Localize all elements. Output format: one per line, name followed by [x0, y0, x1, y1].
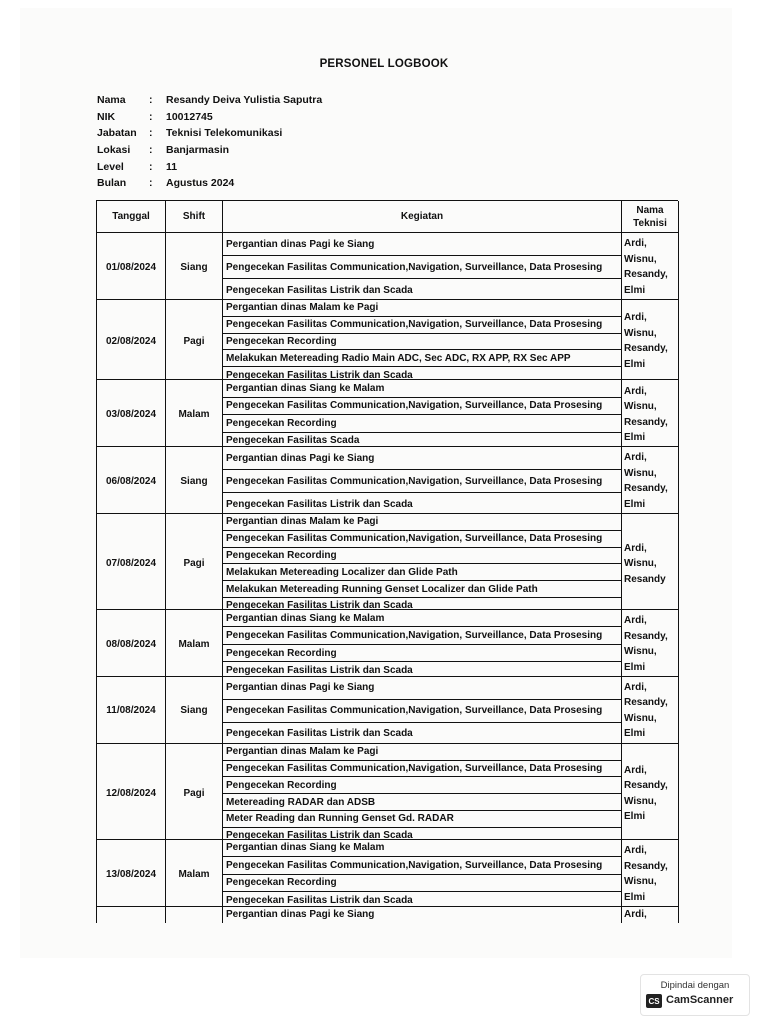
activity-item: Pengecekan Fasilitas Communication,Navigation, Surveillance, Data Prosesing — [223, 470, 621, 493]
table-row — [96, 380, 678, 447]
watermark-caption: Dipindai dengan — [660, 980, 730, 991]
table-row — [96, 610, 678, 677]
header-activity: Kegiatan — [223, 201, 622, 233]
activity-list — [223, 840, 622, 909]
activity-item: Pengecekan Fasilitas Communication,Navigation, Surveillance, Data Prosesing — [223, 531, 621, 548]
activity-item: Melakukan Metereading Running Genset Localizer dan Glide Path — [223, 581, 621, 598]
activity-item: Pengecekan Fasilitas Scada — [226, 435, 360, 447]
info-row — [97, 92, 322, 109]
info-value: 10012745 — [166, 110, 213, 123]
technician-name: Resandy, — [624, 483, 668, 494]
technician-cell — [622, 610, 679, 679]
activity-item: Pergantian dinas Pagi ke Siang — [223, 447, 621, 470]
technician-name: Wisnu, — [624, 795, 657, 807]
table-row — [96, 840, 678, 907]
info-label: Lokasi — [97, 144, 131, 157]
activity-list — [223, 677, 622, 745]
personnel-info — [97, 92, 322, 192]
activity-item: Pergantian dinas Pagi ke Siang — [226, 909, 375, 921]
activity-list — [223, 744, 622, 844]
shift-cell: Siang — [166, 677, 223, 745]
shift-cell: Siang — [166, 233, 223, 301]
technician-name: Wisnu, — [624, 467, 657, 479]
activity-item: Pengecekan Recording — [223, 415, 621, 433]
date-cell: 06/08/2024 — [97, 447, 166, 515]
technician-name: Wisnu, — [624, 558, 657, 570]
info-row — [97, 109, 322, 126]
technician-name: Wisnu, — [624, 401, 657, 412]
table-header — [96, 200, 678, 233]
technician-name: Ardi, — [624, 385, 647, 397]
date-cell — [97, 907, 166, 923]
activity-item: Pergantian dinas Pagi ke Siang — [223, 677, 621, 700]
technician-name: Elmi — [624, 891, 646, 903]
document-title: PERSONEL LOGBOOK — [319, 58, 449, 70]
activity-item: Pengecekan Fasilitas Listrik dan Scada — [226, 600, 413, 612]
shift-cell: Pagi — [166, 744, 223, 844]
technician-cell — [622, 233, 679, 301]
technician-cell — [622, 380, 679, 449]
activity-item: Pergantian dinas Malam ke Pagi — [223, 744, 621, 761]
date-cell: 11/08/2024 — [97, 677, 166, 745]
activity-item: Melakukan Metereading Localizer dan Glide Path — [223, 564, 621, 581]
info-label: Level — [97, 160, 124, 173]
info-colon: : — [149, 177, 153, 190]
shift-cell: Malam — [166, 840, 223, 909]
activity-item: Pengecekan Fasilitas Communication,Navigation, Surveillance, Data Prosesing — [223, 857, 621, 875]
activity-item: Metereading RADAR dan ADSB — [223, 794, 621, 811]
info-label: Nama — [97, 94, 126, 107]
info-value: Agustus 2024 — [166, 177, 235, 190]
technician-name: Elmi — [624, 358, 646, 370]
activity-item: Pengecekan Fasilitas Listrik dan Scada — [226, 498, 413, 510]
date-cell: 13/08/2024 — [97, 840, 166, 909]
table-row — [96, 677, 678, 744]
logbook-table — [96, 200, 678, 923]
technician-name: Wisnu, — [624, 712, 657, 724]
table-row — [96, 233, 678, 300]
technician-cell — [622, 744, 679, 844]
info-value: Resandy Deiva Yulistia Saputra — [166, 94, 323, 107]
shift-cell: Malam — [166, 380, 223, 449]
activity-item: Pengecekan Fasilitas Listrik dan Scada — [226, 369, 413, 381]
technician-name: Ardi, — [624, 908, 647, 920]
info-colon: : — [149, 144, 153, 157]
activity-item: Pergantian dinas Siang ke Malam — [223, 610, 621, 628]
technician-name: Resandy, — [624, 697, 668, 709]
info-colon: : — [149, 110, 153, 123]
technician-name: Wisnu, — [624, 253, 657, 265]
date-cell: 01/08/2024 — [97, 233, 166, 301]
date-cell: 07/08/2024 — [97, 514, 166, 614]
activity-item: Pengecekan Fasilitas Listrik dan Scada — [226, 830, 413, 842]
info-value: Teknisi Telekomunikasi — [166, 127, 283, 140]
technician-name: Resandy, — [624, 860, 668, 872]
activity-item: Pergantian dinas Siang ke Malam — [223, 840, 621, 858]
technician-cell — [622, 907, 679, 923]
activity-item: Pergantian dinas Siang ke Malam — [223, 380, 621, 398]
watermark-brand: CamScanner — [666, 994, 734, 1006]
technician-name: Elmi — [624, 284, 646, 296]
info-colon: : — [149, 94, 153, 107]
table-row — [96, 447, 678, 514]
technician-name: Elmi — [624, 661, 646, 673]
activity-list — [223, 300, 622, 383]
info-label: Jabatan — [97, 127, 137, 140]
date-cell: 03/08/2024 — [97, 380, 166, 449]
technician-name: Resandy, — [624, 416, 668, 428]
technician-name: Resandy — [624, 573, 666, 585]
info-value: Banjarmasin — [166, 144, 230, 157]
info-colon: : — [149, 160, 153, 173]
activity-item: Pengecekan Recording — [223, 645, 621, 663]
technician-name: Resandy, — [624, 343, 668, 355]
header-date: Tanggal — [97, 201, 166, 233]
technician-name: Ardi, — [624, 615, 647, 627]
shift-cell: Siang — [166, 447, 223, 515]
activity-item: Pengecekan Recording — [223, 548, 621, 565]
shift-cell: Pagi — [166, 514, 223, 614]
date-cell: 08/08/2024 — [97, 610, 166, 679]
technician-name: Wisnu, — [624, 646, 657, 658]
info-value: 11 — [166, 160, 178, 173]
technician-cell — [622, 300, 679, 383]
activity-item: Pengecekan Recording — [223, 334, 621, 351]
info-row — [97, 175, 322, 192]
activity-item: Pergantian dinas Malam ke Pagi — [223, 514, 621, 531]
technician-name: Ardi, — [624, 681, 647, 693]
technician-name: Ardi, — [624, 452, 647, 463]
table-body — [96, 233, 678, 907]
technician-name: Ardi, — [624, 312, 647, 324]
activity-item: Pengecekan Fasilitas Listrik dan Scada — [226, 894, 413, 906]
camscanner-logo-icon: CS — [646, 994, 662, 1008]
header-technician: Nama Teknisi — [622, 201, 679, 233]
info-row — [97, 125, 322, 142]
technician-name: Ardi, — [624, 238, 647, 249]
activity-item: Pergantian dinas Malam ke Pagi — [223, 300, 621, 317]
activity-list — [223, 514, 622, 614]
activity-item: Pengecekan Fasilitas Communication,Navigation, Surveillance, Data Prosesing — [223, 761, 621, 778]
technician-cell — [622, 447, 679, 515]
info-row — [97, 142, 322, 159]
table-row — [96, 744, 678, 840]
technician-name: Ardi, — [624, 542, 647, 554]
activity-item: Pengecekan Fasilitas Communication,Navigation, Surveillance, Data Prosesing — [223, 700, 621, 723]
activity-item: Pergantian dinas Pagi ke Siang — [223, 233, 621, 256]
technician-name: Elmi — [624, 498, 646, 510]
camscanner-watermark — [640, 974, 750, 1016]
info-colon: : — [149, 127, 153, 140]
date-cell: 02/08/2024 — [97, 300, 166, 383]
activity-item: Pengecekan Fasilitas Communication,Navigation, Surveillance, Data Prosesing — [223, 627, 621, 645]
technician-name: Resandy, — [624, 269, 668, 280]
info-label: Bulan — [97, 177, 127, 190]
shift-cell — [166, 907, 223, 923]
activity-item: Pengecekan Fasilitas Listrik dan Scada — [226, 728, 413, 740]
technician-cell — [622, 677, 679, 745]
technician-cell — [622, 840, 679, 909]
activity-item: Pengecekan Fasilitas Communication,Navigation, Surveillance, Data Prosesing — [223, 317, 621, 334]
activity-item: Pengecekan Recording — [223, 777, 621, 794]
technician-name: Elmi — [624, 432, 646, 443]
technician-name: Wisnu, — [624, 876, 657, 888]
technician-name: Elmi — [624, 728, 646, 740]
table-row-partial — [96, 907, 678, 923]
activity-list — [223, 610, 622, 679]
table-row — [96, 514, 678, 610]
activity-list — [223, 447, 622, 515]
technician-cell — [622, 514, 679, 614]
table-row — [96, 300, 678, 380]
activity-item: Pengecekan Fasilitas Listrik dan Scada — [226, 284, 413, 296]
technician-name: Wisnu, — [624, 327, 657, 339]
activity-item: Pengecekan Recording — [223, 875, 621, 893]
activity-item: Pengecekan Fasilitas Listrik dan Scada — [226, 665, 413, 677]
activity-list — [223, 380, 622, 449]
technician-name: Resandy, — [624, 630, 668, 642]
technician-name: Resandy, — [624, 780, 668, 792]
technician-name: Ardi, — [624, 845, 647, 857]
activity-list — [223, 907, 622, 923]
activity-item: Meter Reading dan Running Genset Gd. RADAR — [223, 811, 621, 828]
info-label: NIK — [97, 110, 116, 123]
header-shift: Shift — [166, 201, 223, 233]
shift-cell: Malam — [166, 610, 223, 679]
activity-item: Melakukan Metereading Radio Main ADC, Sec ADC, RX APP, RX Sec APP — [223, 350, 621, 367]
shift-cell: Pagi — [166, 300, 223, 383]
activity-item: Pengecekan Fasilitas Communication,Navigation, Surveillance, Data Prosesing — [223, 256, 621, 279]
date-cell: 12/08/2024 — [97, 744, 166, 844]
technician-name: Elmi — [624, 811, 646, 823]
activity-item: Pengecekan Fasilitas Communication,Navigation, Surveillance, Data Prosesing — [223, 398, 621, 416]
activity-list — [223, 233, 622, 301]
info-row — [97, 158, 322, 175]
technician-name: Ardi, — [624, 764, 647, 776]
